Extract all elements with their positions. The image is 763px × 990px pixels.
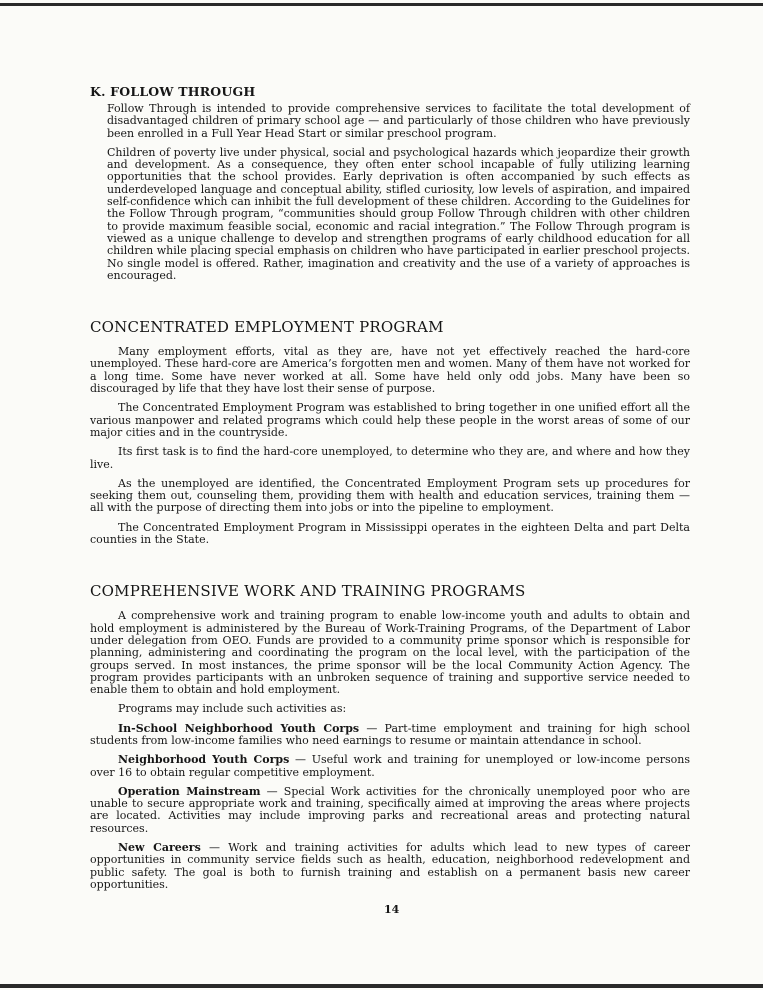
cep-paragraph-4: As the unemployed are identified, the Concentrated Employment Program sets up procedures for seeking them out, counseling them, providing them with health and education services, training them — all with the purpose of directing them into jobs or into the pipeline to employment. — [90, 476, 690, 515]
work-training-heading: COMPREHENSIVE WORK AND TRAINING PROGRAMS — [90, 582, 526, 601]
concentrated-employment-heading: CONCENTRATED EMPLOYMENT PROGRAM — [90, 318, 444, 337]
bottom-rule — [0, 984, 763, 988]
page-body — [90, 84, 690, 891]
activity-item — [90, 754, 690, 779]
activity-item — [90, 786, 690, 835]
work-training-paragraph-1: A comprehensive work and training program to enable low-income youth and adults to obtain and hold employment is administered by the Bureau of Work-Training Programs, of the Department of Labor under delegation from OEO. Funds are provided to a community prime sponsor which is responsible for planning, administering and coordinating the program on the local level, with the participation of the groups served. In most instances, the prime sponsor will be the local Community Action Agency. The program provides participants with an unbroken sequence of training and supportive service needed to enable them to obtain and hold employment. — [90, 609, 690, 697]
follow-through-heading: K. FOLLOW THROUGH — [90, 84, 256, 99]
activity-term: Neighborhood Youth Corps — [118, 753, 290, 767]
cep-paragraph-5: The Concentrated Employment Program in Mississippi operates in the eighteen Delta and part Delta counties in the State. — [90, 520, 690, 547]
top-rule — [0, 3, 763, 6]
activity-text: — Part-time employment and training for high school students from low-income families who need earnings to resume or maintain attendance in school. — [90, 721, 690, 747]
activity-item — [90, 723, 690, 748]
activity-term: In-School Neighborhood Youth Corps — [118, 721, 360, 735]
cep-paragraph-2: The Concentrated Employment Program was established to bring together in one unified effort all the various manpower and related programs which could help these people in the worst areas of some of our major cities and in the countryside. — [90, 401, 690, 439]
cep-paragraph-3: Its first task is to find the hard-core unemployed, to determine who they are, and where and how they live. — [90, 445, 690, 471]
activity-term: New Careers — [118, 841, 201, 855]
activity-text: — Work and training activities for adults which lead to new types of career opportunities in community service fields such as health, education, neighborhood redevelopment and public safety. The goal is both to furnish training and establish on a permanent basis new career opportunities. — [90, 841, 691, 891]
activity-term: Operation Mainstream — [118, 784, 261, 798]
page-number: 14 — [384, 903, 400, 916]
activity-text: — Special Work activities for the chronically unemployed poor who are unable to secure appropriate work and training, specifically aimed at improving the areas where projects are located. Activities may include improving parks and recreational areas and protecting natural resources. — [90, 784, 691, 835]
follow-through-paragraph-1: Follow Through is intended to provide comprehensive services to facilitate the total development of disadvantaged children of primary school age — and particularly of those children who have previously been enrolled in a Full Year Head Start or similar preschool program. — [107, 102, 690, 140]
follow-through-paragraph-2: Children of poverty live under physical, social and psychological hazards which jeopardize their growth and development. As a consequence, they often enter school incapable of fully utilizing learning opportunities that the school provides. Early deprivation is often accompanied by such effects as underdeveloped language and conceptual ability, stifled curiosity, low levels of aspiration, and impaired self-confidence which can inhibit the full development of these children. According to the Guidelines for the Follow Through program, “communities should group Follow Through children with other children to provide maximum feasible social, economic and racial integration.” The Follow Through program is viewed as a unique challenge to develop and strengthen programs of early childhood education for all children while placing special emphasis on children who have participated in earlier preschool projects. No single model is offered. Rather, imagination and creativity and the use of a variety of approaches is encouraged. — [107, 145, 690, 282]
activity-text: — Useful work and training for unemployed or low-income persons over 16 to obtain regular competitive employment. — [90, 753, 690, 779]
cep-paragraph-1: Many employment efforts, vital as they are, have not yet effectively reached the hard-core unemployed. These hard-core are America’s forgotten men and women. Many of them have not worked for a long time. Some have never worked at all. Some have held only odd jobs. Many have been so discouraged by life that they have lost their sense of purpose. — [90, 345, 690, 396]
activity-item — [90, 842, 690, 891]
work-training-paragraph-2: Programs may include such activities as: — [118, 702, 347, 716]
